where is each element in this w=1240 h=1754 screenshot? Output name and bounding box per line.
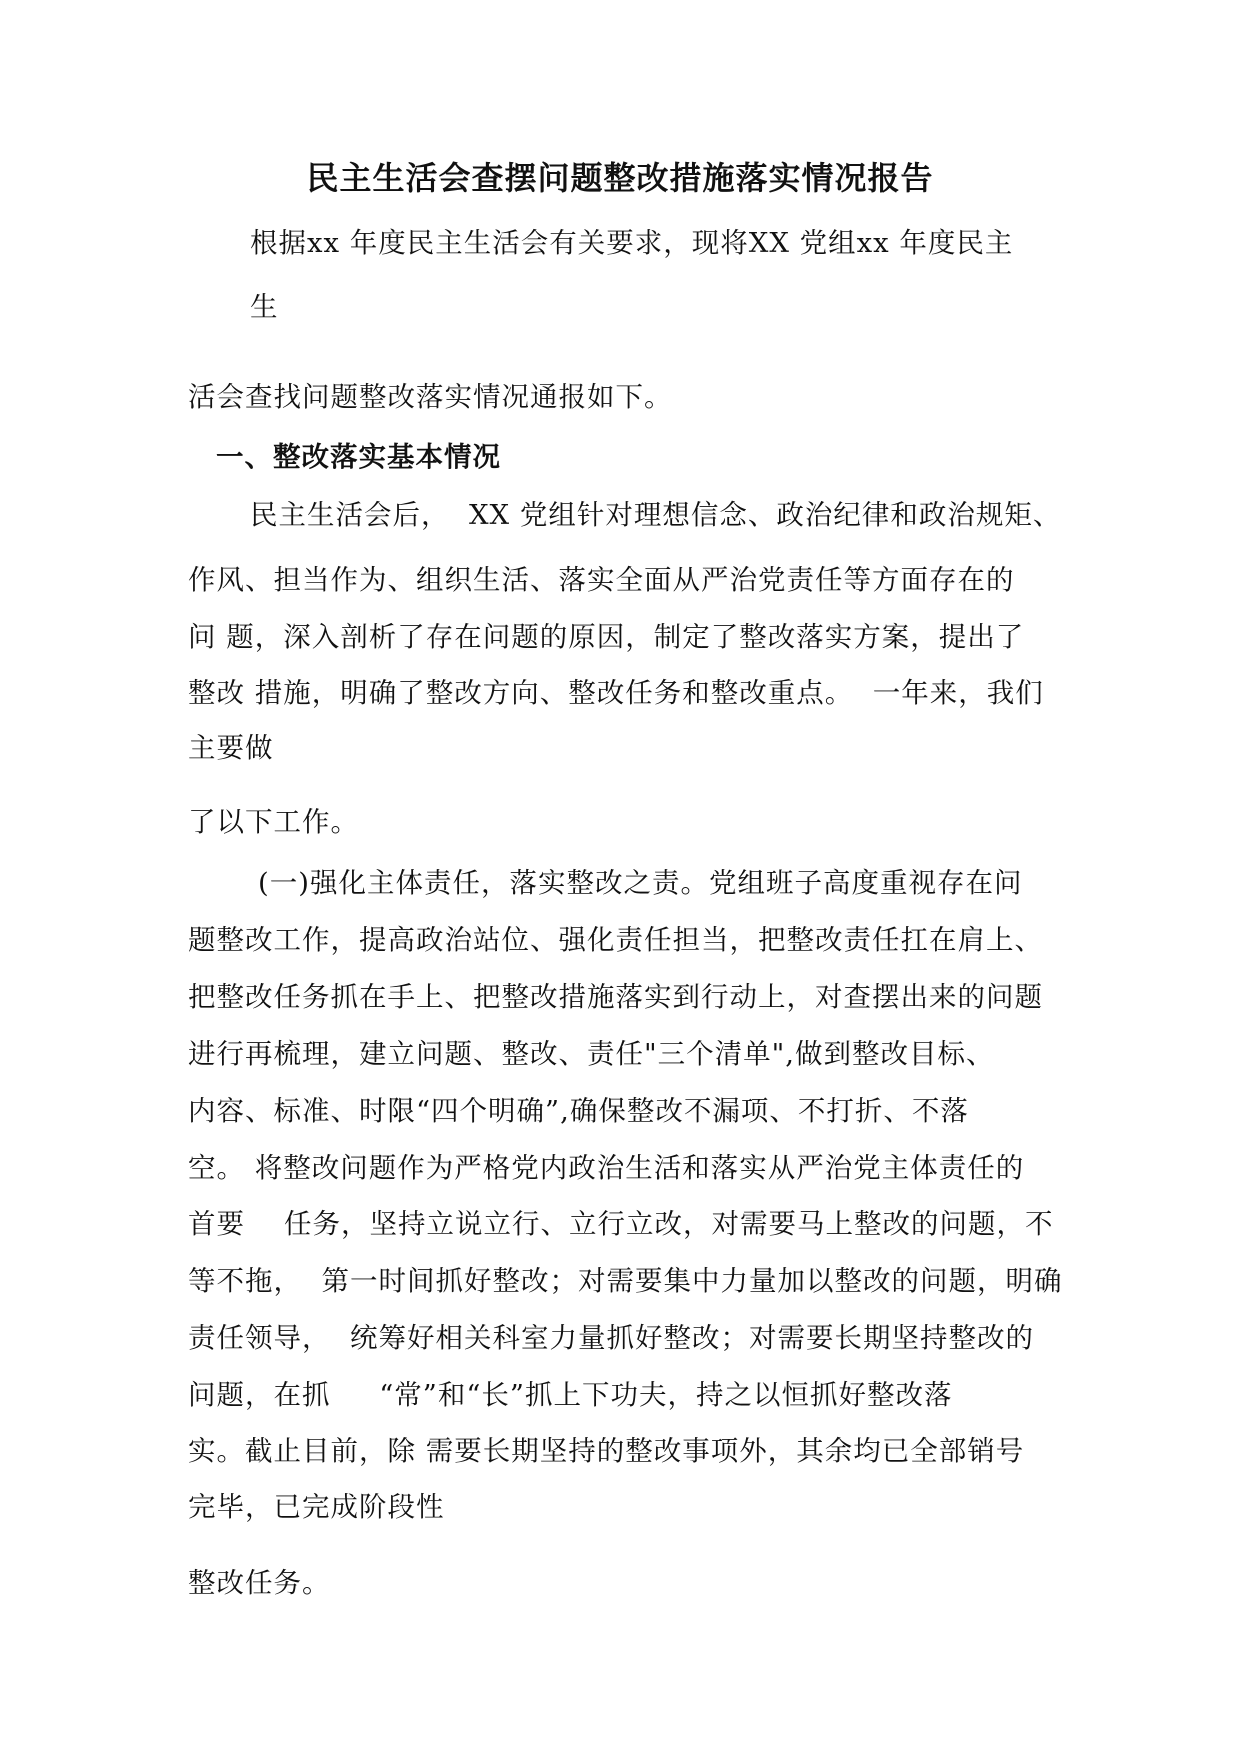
para1-line-6: 了以下工作。 [188,806,359,838]
para2-line-12: 完毕，已完成阶段性 [188,1491,445,1523]
para2-line-13: 整改任务。 [188,1567,331,1599]
para2-line-9: 责任领导， 统筹好相关科室力量抓好整改；对需要长期坚持整改的 [188,1322,1034,1354]
para1-line-5: 主要做 [188,732,274,764]
para2-line-8: 等不拖， 第一时间抓好整改；对需要集中力量加以整改的问题，明确 [188,1265,1063,1297]
para1-line-3: 问 题，深入剖析了存在问题的原因，制定了整改落实方案，提出了 [188,621,1025,653]
page-title: 民主生活会查摆问题整改措施落实情况报告 [306,159,934,197]
intro-line-2: 生 [250,291,279,323]
para1-line-1: 民主生活会后， XX 党组针对理想信念、政治纪律和政治规矩、 [250,499,1062,531]
intro-line-3: 活会查找问题整改落实情况通报如下。 [188,381,673,413]
para1-line-4: 整改 措施，明确了整改方向、整改任务和整改重点。 一年来，我们 [188,677,1044,709]
para2-line-3: 把整改任务抓在手上、把整改措施落实到行动上，对查摆出来的问题 [188,981,1043,1013]
para1-line-2: 作风、担当作为、组织生活、落实全面从严治党责任等方面存在的 [188,564,1015,596]
para2-line-6: 空。 将整改问题作为严格党内政治生活和落实从严治党主体责任的 [188,1152,1025,1184]
para2-line-11: 实。截止目前，除 需要长期坚持的整改事项外，其余均已全部销号 [188,1435,1025,1467]
para2-line-7: 首要 任务，坚持立说立行、立行立改，对需要马上整改的问题，不 [188,1208,1054,1240]
para2-line-10: 问题，在抓 “常”和“长”抓上下功夫，持之以恒抓好整改落 [188,1379,953,1411]
para2-line-5: 内容、标准、时限“四个明确”,确保整改不漏项、不打折、不落 [188,1095,969,1127]
para2-line-4: 进行再梳理，建立问题、整改、责任"三个清单",做到整改目标、 [188,1038,995,1070]
section-heading: 一、整改落实基本情况 [216,441,501,473]
para2-line-2: 题整改工作，提高政治站位、强化责任担当，把整改责任扛在肩上、 [188,924,1043,956]
intro-line-1: 根据xx 年度民主生活会有关要求，现将XX 党组xx 年度民主 [250,227,1014,259]
para2-line-1: (一)强化主体责任，落实整改之责。党组班子高度重视存在问 [258,867,1023,899]
